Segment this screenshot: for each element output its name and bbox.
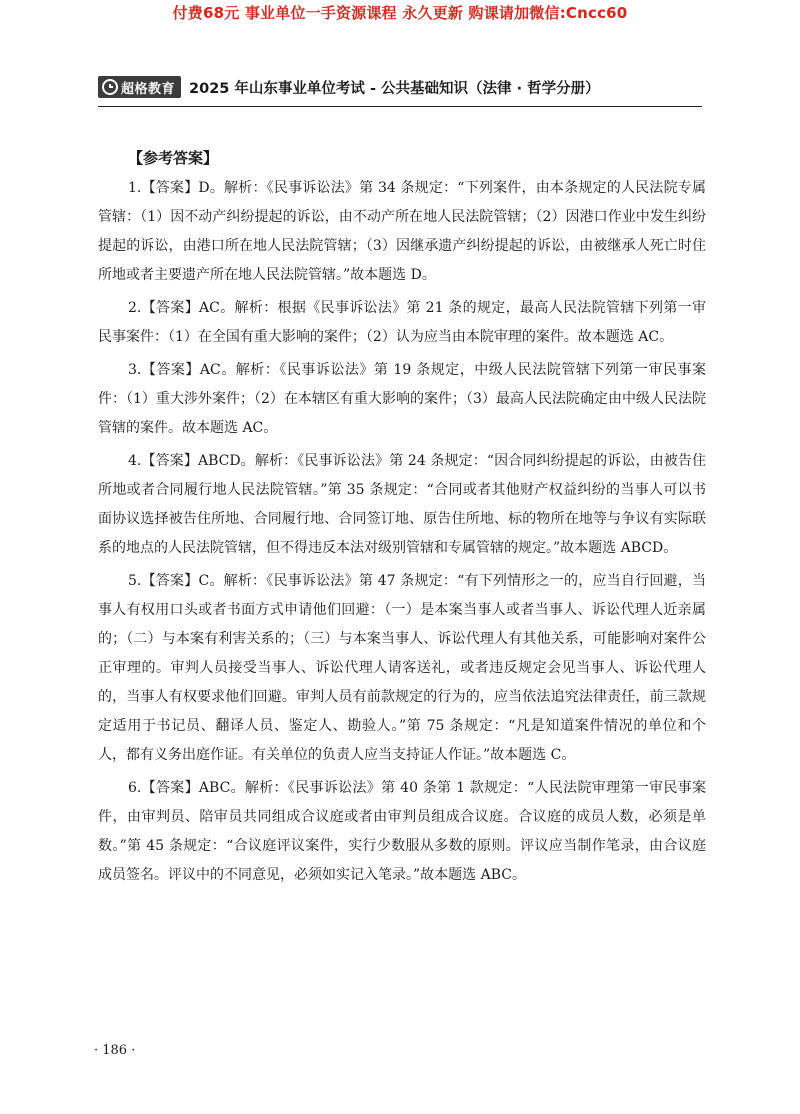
answer-3: 3.【答案】AC。解析：《民事诉讼法》第 19 条规定，中级人民法院管辖下列第一审民事案件：（1）重大涉外案件；（2）在本辖区有重大影响的案件；（3）最高人民法院确定由中级人民法院管辖的案件。故本题选 AC。 xyxy=(98,362,706,436)
promo-banner: 付费68元 事业单位一手资源课程 永久更新 购课请加微信:Cncc60 xyxy=(172,4,628,22)
logo-icon xyxy=(102,79,118,95)
answer-section xyxy=(98,144,706,894)
page-number: · 186 · xyxy=(94,1043,136,1058)
answer-6: 6.【答案】ABC。解析：《民事诉讼法》第 40 条第 1 款规定：“人民法院审理第一审民事案件，由审判员、陪审员共同组成合议庭或者由审判员组成合议庭。合议庭的成员人数，必须是单数。”第 45 条规定：“合议庭评议案件，实行少数服从多数的原则。评议应当制作笔录，由合议庭成员签名。评议中的不同意见，必须如实记入笔录。”故本题选 ABC。 xyxy=(98,780,706,883)
answer-2: 2.【答案】AC。解析：根据《民事诉讼法》第 21 条的规定，最高人民法院管辖下列第一审民事案件：（1）在全国有重大影响的案件；（2）认为应当由本院审理的案件。故本题选 AC。 xyxy=(98,300,706,345)
answer-1: 1.【答案】D。解析：《民事诉讼法》第 34 条规定：“下列案件，由本条规定的人民法院专属管辖：（1）因不动产纠纷提起的诉讼，由不动产所在地人民法院管辖；（2）因港口作业中发生纠纷提起的诉讼，由港口所在地人民法院管辖；（3）因继承遗产纠纷提起的诉讼，由被继承人死亡时住所地或者主要遗产所在地人民法院管辖。”故本题选 D。 xyxy=(98,180,706,283)
publisher-logo xyxy=(98,76,181,98)
logo-text: 超格教育 xyxy=(121,81,176,97)
page-header xyxy=(98,72,702,107)
answer-4: 4.【答案】ABCD。解析：《民事诉讼法》第 24 条规定：“因合同纠纷提起的诉讼，由被告住所地或者合同履行地人民法院管辖。”第 35 条规定：“合同或者其他财产权益纠纷的当事人可以书面协议选择被告住所地、合同履行地、合同签订地、原告住所地、标的物所在地等与争议有实际联系的地点的人民法院管辖，但不得违反本法对级别管辖和专属管辖的规定。”故本题选 ABCD。 xyxy=(98,453,706,556)
answer-5: 5.【答案】C。解析：《民事诉讼法》第 47 条规定：“有下列情形之一的，应当自行回避，当事人有权用口头或者书面方式申请他们回避：（一）是本案当事人或者当事人、诉讼代理人近亲属的；（二）与本案有利害关系的；（三）与本案当事人、诉讼代理人有其他关系，可能影响对案件公正审理的。审判人员接受当事人、诉讼代理人请客送礼，或者违反规定会见当事人、诉讼代理人的，当事人有权要求他们回避。审判人员有前款规定的行为的，应当依法追究法律责任，前三款规定适用于书记员、翻译人员、鉴定人、勘验人。”第 75 条规定：“凡是知道案件情况的单位和个人，都有义务出庭作证。有关单位的负责人应当支持证人作证。”故本题选 C。 xyxy=(98,573,706,763)
document-title: 2025 年山东事业单位考试 - 公共基础知识（法律 · 哲学分册） xyxy=(189,80,600,97)
section-heading: 【参考答案】 xyxy=(128,149,219,167)
